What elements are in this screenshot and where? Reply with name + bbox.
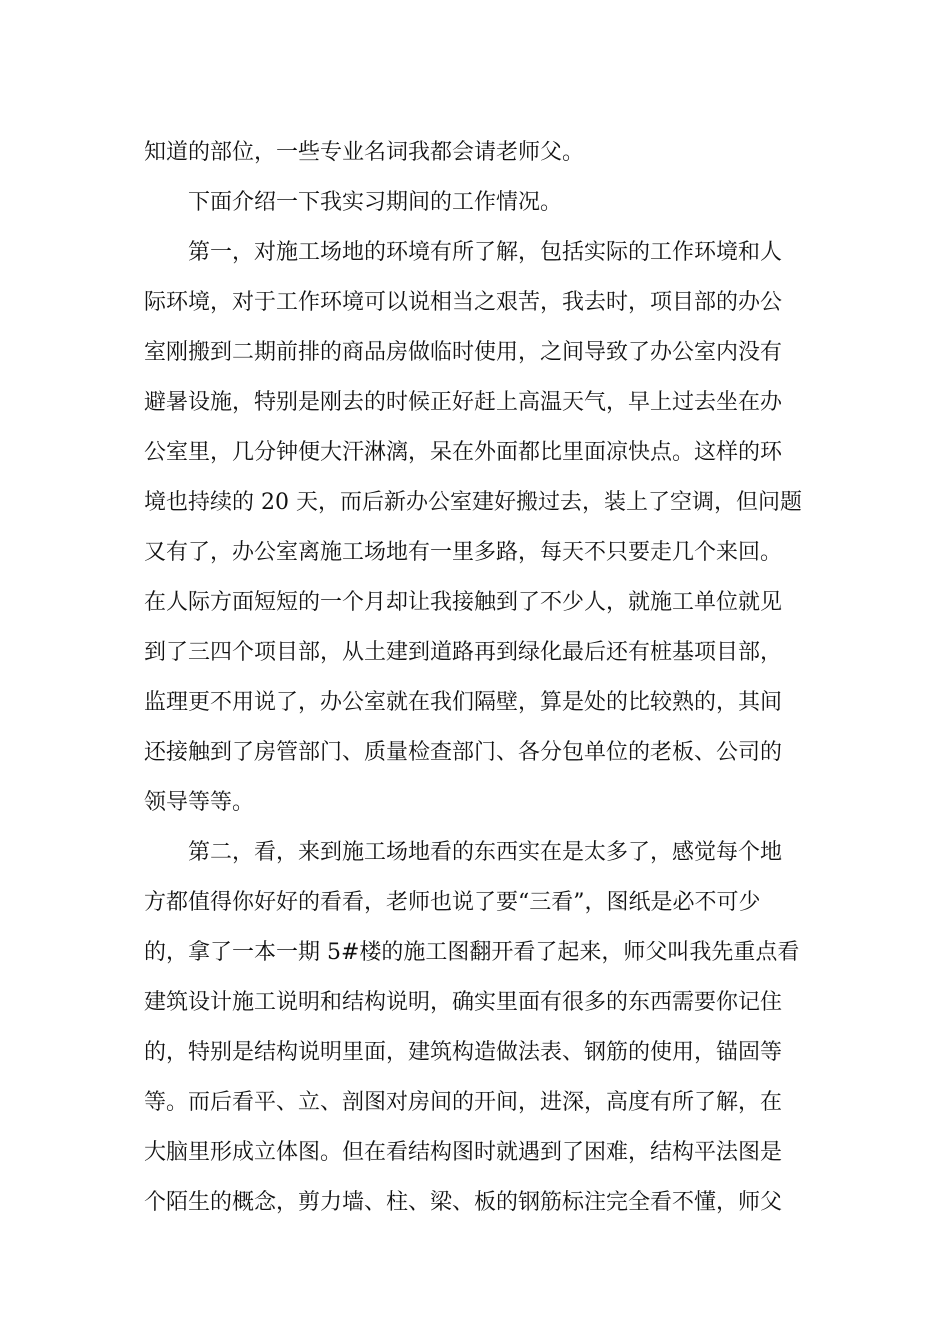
text-line-22: 个陌生的概念，剪力墙、柱、梁、板的钢筋标注完全看不懂，师父 xyxy=(144,1190,783,1215)
text-line-12: 监理更不用说了，办公室就在我们隔壁，算是处的比较熟的，其间 xyxy=(144,690,783,715)
text-line-20: 等。而后看平、立、剖图对房间的开间，进深，高度有所了解，在 xyxy=(144,1090,783,1115)
text-line-18: 建筑设计施工说明和结构说明，确实里面有很多的东西需要你记住 xyxy=(144,990,783,1015)
text-line-16: 方都值得你好好的看看，老师也说了要“三看”，图纸是必不可少 xyxy=(144,890,761,915)
text-line-6: 避暑设施，特别是刚去的时候正好赶上高温天气，早上过去坐在办 xyxy=(144,390,783,415)
text-line-9: 又有了，办公室离施工场地有一里多路，每天不只要走几个来回。 xyxy=(144,540,783,565)
text-line-1: 知道的部位，一些专业名词我都会请老师父。 xyxy=(144,140,585,165)
text-line-17: 的，拿了一本一期 5#楼的施工图翻开看了起来，师父叫我先重点看 xyxy=(144,940,800,965)
text-line-5: 室刚搬到二期前排的商品房做临时使用，之间导致了办公室内没有 xyxy=(144,340,783,365)
text-line-14: 领导等等。 xyxy=(144,790,255,815)
text-line-11: 到了三四个项目部，从土建到道路再到绿化最后还有桩基项目部， xyxy=(144,640,783,665)
text-line-19: 的，特别是结构说明里面，建筑构造做法表、钢筋的使用，锚固等 xyxy=(144,1040,783,1065)
text-line-3: 第一，对施工场地的环境有所了解，包括实际的工作环境和人 xyxy=(188,240,783,265)
text-line-15: 第二，看，来到施工场地看的东西实在是太多了，感觉每个地 xyxy=(188,840,783,865)
text-line-2: 下面介绍一下我实习期间的工作情况。 xyxy=(188,190,563,215)
text-line-13: 还接触到了房管部门、质量检查部门、各分包单位的老板、公司的 xyxy=(144,740,783,765)
text-line-4: 际环境，对于工作环境可以说相当之艰苦，我去时，项目部的办公 xyxy=(144,290,783,315)
text-line-21: 大脑里形成立体图。但在看结构图时就遇到了困难，结构平法图是 xyxy=(144,1140,783,1165)
text-line-7: 公室里，几分钟便大汗淋漓，呆在外面都比里面凉快点。这样的环 xyxy=(144,440,783,465)
text-line-8: 境也持续的 20 天，而后新办公室建好搬过去，装上了空调，但问题 xyxy=(144,490,802,515)
text-line-10: 在人际方面短短的一个月却让我接触到了不少人，就施工单位就见 xyxy=(144,590,783,615)
